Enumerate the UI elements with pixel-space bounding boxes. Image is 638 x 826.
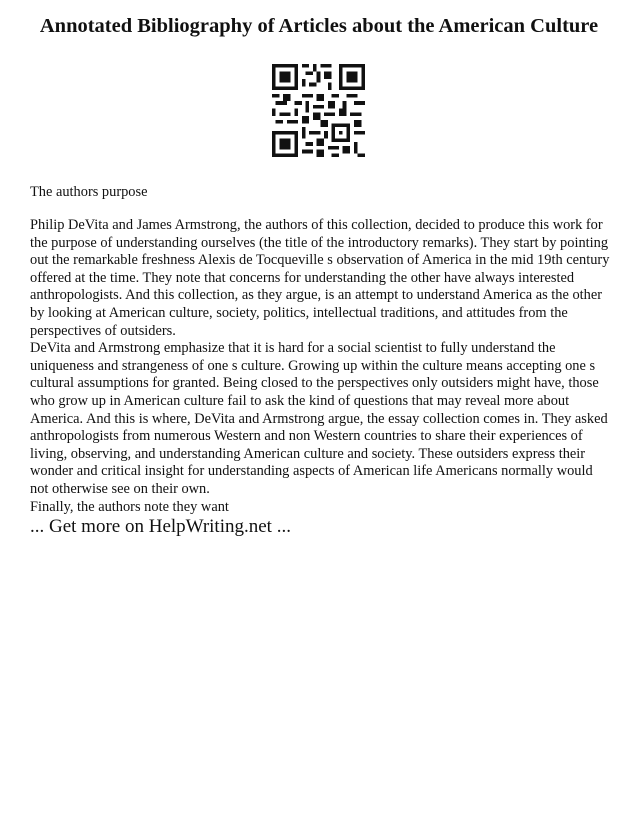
get-more-link[interactable]: ... Get more on HelpWriting.net ... <box>30 516 291 537</box>
body-text <box>30 217 612 516</box>
qr-code-icon <box>272 64 365 157</box>
paragraph-3: Finally, the authors note they want <box>30 498 229 515</box>
paragraph-1: Philip DeVita and James Armstrong, the authors of this collection, decided to produce this work for the purpose of understanding ourselves (the title of the introductory remarks). They start by pointing out the remarkable freshness Alexis de Tocqueville s observation of America in the mid 19th century offered at the time. They note that concerns for understanding the other have always interested anthropologists. And this collection, as they argue, is an attempt to understand America as the other by looking at American culture, society, politics, intellectual traditions, and attitudes from the perspectives of outsiders. <box>30 217 610 339</box>
document-title: Annotated Bibliography of Articles about the American Culture <box>39 15 599 37</box>
section-heading: The authors purpose <box>30 184 148 200</box>
paragraph-2: DeVita and Armstrong emphasize that it is hard for a social scientist to fully understand the uniqueness and strangeness of one s culture. Growing up within the culture means accepting one s cultural assumptions for granted. Being closed to the perspectives only outsiders might have, those who grow up in American culture fail to ask the kind of questions that may reveal more about America. And this is where, DeVita and Armstrong argue, the essay collection comes in. They asked anthropologists from numerous Western and non Western countries to share their experiences of living, observing, and understanding American culture and society. These outsiders express their wonder and critical insight for understanding aspects of American life Americans normally would not otherwise see on their own. <box>30 340 608 497</box>
